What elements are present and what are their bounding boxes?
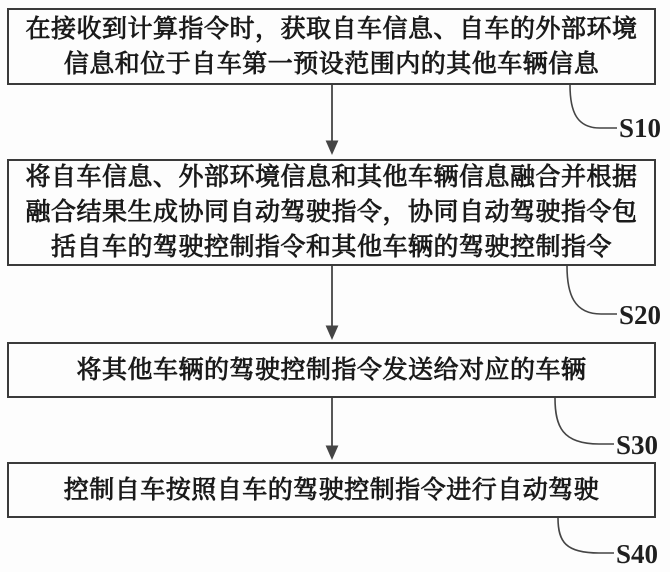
flow-box-text-line: 将自车信息、外部环境信息和其他车辆信息融合并根据 [25, 164, 638, 191]
flow-box-text-line: 括自车的驾驶控制指令和其他车辆的驾驶控制指令 [50, 234, 612, 261]
flow-box-step-s40 [7, 462, 656, 518]
step-label-s40: S40 [616, 539, 659, 569]
down-arrow-icon [326, 85, 339, 155]
step-label-s30: S30 [616, 430, 659, 460]
flow-box-step-s20 [7, 159, 656, 266]
flow-box-text-line: 信息和位于自车第一预设范围内的其他车辆信息 [63, 50, 600, 78]
step-label-s10: S10 [619, 113, 662, 143]
flow-box-text-line: 控制自车按照自车的驾驶控制指令进行自动驾驶 [63, 476, 600, 504]
flow-box-step-s10 [7, 8, 656, 85]
flow-box-step-s30 [7, 342, 656, 398]
step-leader-s10 [570, 85, 617, 128]
flow-box-text-line: 融合结果生成协同自动驾驶指令，协同自动驾驶指令包 [25, 199, 638, 226]
step-leader-s20 [567, 266, 617, 314]
step-leader-s40 [558, 518, 614, 553]
step-leader-s30 [555, 398, 614, 444]
down-arrow-icon [326, 398, 339, 460]
down-arrow-icon [326, 266, 339, 340]
flow-box-text-line: 将其他车辆的驾驶控制指令发送给对应的车辆 [76, 356, 587, 384]
flow-box-text-line: 在接收到计算指令时，获取自车信息、自车的外部环境 [25, 15, 638, 43]
step-label-s20: S20 [619, 300, 662, 330]
